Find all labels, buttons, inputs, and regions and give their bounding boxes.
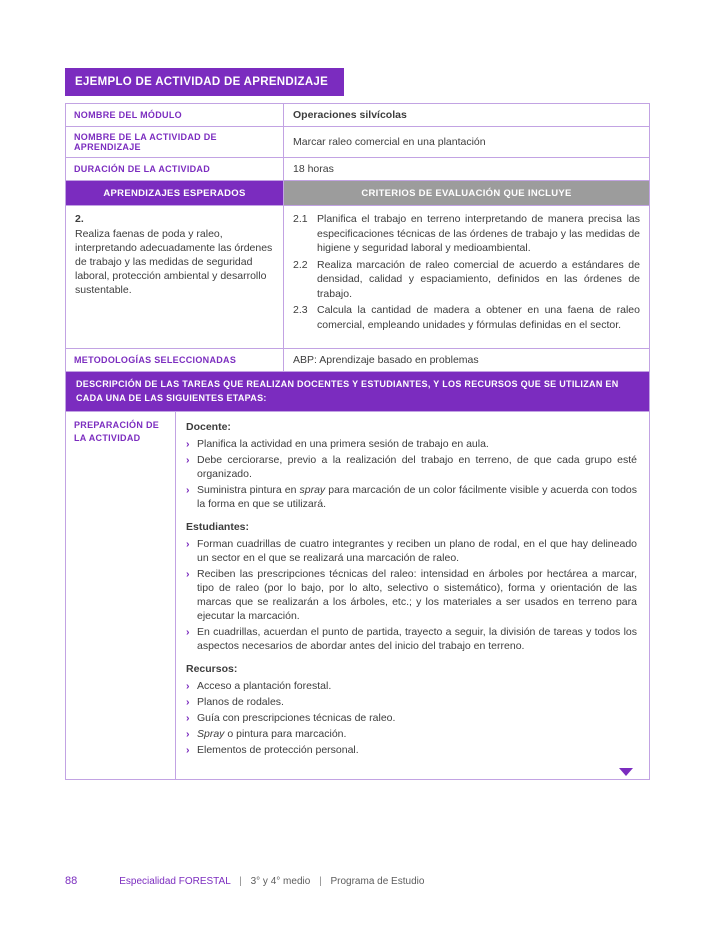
page-title: EJEMPLO DE ACTIVIDAD DE APRENDIZAJE: [65, 68, 344, 96]
bullet-marker-icon: ›: [186, 568, 190, 580]
list-item-text: En cuadrillas, acuerdan el punto de partida, trayecto a seguir, la división de tareas y todos los aspectos necesarios de abordar antes del inicio del trabajo en terreno.: [197, 626, 637, 652]
page-content: [65, 68, 650, 780]
list-item: [186, 567, 637, 623]
criterion-text: Calcula la cantidad de madera a obtener en una faena de raleo comercial, empleando unidades y fórmulas definidas en el sector.: [317, 304, 640, 331]
continuation-triangle-icon: [619, 768, 633, 776]
list-item-text: Reciben las prescripciones técnicas del raleo: intensidad en árboles por hectárea a marcar, tipo de raleo (por lo bajo, por lo alto, selectivo o sistemático), forma y orientación de las marcas que se realizarán a los árboles, etc.; y los materiales a ser usados en terreno para ejecutar la marcación.: [197, 568, 637, 622]
list-item-italic-text: spray: [299, 484, 326, 496]
list-item-text: Guía con prescripciones técnicas de raleo.: [197, 712, 396, 724]
methodology-value: ABP: Aprendizaje basado en problemas: [293, 354, 479, 366]
description-band: DESCRIPCIÓN DE LAS TAREAS QUE REALIZAN DOCENTES Y ESTUDIANTES, Y LOS RECURSOS QUE SE UTILIZAN EN CADA UNA DE LAS SIGUIENTES ETAPAS:: [66, 371, 649, 411]
table-row-duration: [66, 157, 649, 180]
footer-text: [119, 876, 424, 887]
recursos-heading: Recursos:: [186, 663, 238, 675]
page-number: 88: [65, 875, 78, 887]
bullet-marker-icon: ›: [186, 728, 190, 740]
table-row-module: [66, 104, 649, 126]
list-item: [186, 711, 637, 725]
list-item-text: Debe cerciorarse, previo a la realización del trabajo en terreno, de que cada grupo esté organizado.: [197, 454, 637, 480]
list-item-text: Planifica la actividad en una primera sesión de trabajo en aula.: [197, 438, 489, 450]
bullet-marker-icon: ›: [186, 744, 190, 756]
expected-learning-header: APRENDIZAJES ESPERADOS: [66, 181, 284, 205]
table-row-methodology: [66, 348, 649, 371]
criterion-number: 2.1: [293, 213, 308, 225]
list-item: [186, 679, 637, 693]
bullet-marker-icon: ›: [186, 438, 190, 450]
table-row-learning-criteria: [66, 205, 649, 348]
list-item-text: o pintura para marcación.: [224, 728, 347, 740]
preparation-label-cell: [66, 412, 176, 779]
table-row-preparation: [66, 411, 649, 779]
bullet-marker-icon: ›: [186, 712, 190, 724]
preparation-label: PREPARACIÓN DE LA ACTIVIDAD: [74, 420, 160, 443]
criterion-item: [293, 258, 640, 302]
bullet-marker-icon: ›: [186, 454, 190, 466]
criterion-item: [293, 212, 640, 256]
activity-name-value: Marcar raleo comercial en una plantación: [293, 136, 486, 148]
criterion-text: Planifica el trabajo en terreno interpretando de manera precisa las especificaciones técnicas de las órdenes de trabajo y las medidas de higiene y seguridad laboral y medioambiental.: [317, 213, 640, 254]
criteria-cell: [284, 206, 649, 348]
criterion-number: 2.3: [293, 304, 308, 316]
activity-table: [65, 103, 650, 780]
activity-name-label: NOMBRE DE LA ACTIVIDAD DE APRENDIZAJE: [66, 127, 284, 157]
list-item-text: para marcación de un color fácilmente visible y acuerda con todos la forma en que se utilizará.: [197, 484, 637, 510]
bullet-marker-icon: ›: [186, 680, 190, 692]
list-item: [186, 727, 637, 741]
list-item-text: Planos de rodales.: [197, 696, 284, 708]
list-item: [186, 695, 637, 709]
list-item: [186, 625, 637, 653]
duration-value: 18 horas: [293, 163, 334, 175]
bullet-marker-icon: ›: [186, 626, 190, 638]
criterion-text: Realiza marcación de raleo comercial de acuerdo a estándares de densidad, calidad y espaciamiento, definidos en las órdenes de trabajo.: [317, 258, 640, 300]
module-label: NOMBRE DEL MÓDULO: [66, 104, 284, 126]
list-item: [186, 437, 637, 451]
duration-label: DURACIÓN DE LA ACTIVIDAD: [66, 158, 284, 180]
expected-learning-text: Realiza faenas de poda y raleo, interpretando adecuadamente las órdenes de trabajo y las medidas de seguridad laboral, protección ambiental y desarrollo sustentable.: [75, 228, 273, 296]
list-item: [186, 537, 637, 565]
table-row-activity-name: [66, 126, 649, 157]
list-item: [186, 483, 637, 511]
expected-learning-number: 2.: [75, 213, 84, 225]
bullet-marker-icon: ›: [186, 484, 190, 496]
methodology-label: METODOLOGÍAS SELECCIONADAS: [66, 349, 284, 371]
list-item-text: Forman cuadrillas de cuatro integrantes y reciben un plano de rodal, en el que hay delineado un sector en el que se realizará una marcación de raleo.: [197, 538, 637, 564]
estudiantes-section: [186, 520, 637, 653]
docente-section: [186, 420, 637, 511]
list-item: [186, 453, 637, 481]
bullet-marker-icon: ›: [186, 538, 190, 550]
expected-learning-cell: [66, 206, 284, 348]
page-footer: [65, 875, 650, 887]
estudiantes-heading: Estudiantes:: [186, 521, 250, 533]
module-value: Operaciones silvícolas: [293, 109, 407, 121]
recursos-section: [186, 662, 637, 757]
docente-heading: Docente:: [186, 421, 231, 433]
list-item: [186, 743, 637, 757]
footer-grade: 3° y 4° medio: [250, 876, 311, 887]
footer-separator: |: [239, 876, 242, 887]
evaluation-criteria-header: CRITERIOS DE EVALUACIÓN QUE INCLUYE: [284, 181, 649, 205]
footer-program: Programa de Estudio: [330, 876, 425, 887]
list-item-text: Elementos de protección personal.: [197, 744, 359, 756]
footer-separator: |: [319, 876, 322, 887]
footer-specialty: Especialidad FORESTAL: [119, 876, 231, 887]
list-item-text: Acceso a plantación forestal.: [197, 680, 332, 692]
list-item-italic-text: Spray: [197, 728, 225, 740]
criterion-number: 2.2: [293, 258, 308, 271]
preparation-content-cell: [176, 412, 649, 779]
bullet-marker-icon: ›: [186, 696, 190, 708]
list-item-text: Suministra pintura en: [197, 484, 300, 496]
table-column-headers: [66, 180, 649, 205]
criterion-item: [293, 303, 640, 332]
